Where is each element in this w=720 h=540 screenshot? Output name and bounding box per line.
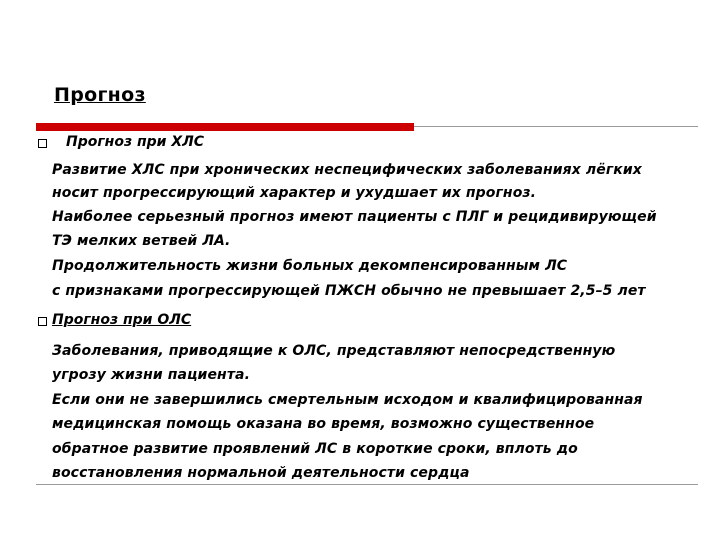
- bottom-divider: [36, 484, 698, 485]
- text-line: Заболевания, приводящие к ОЛС, представляют непосредственную: [52, 343, 616, 359]
- slide-title: Прогноз: [54, 84, 146, 106]
- title-divider-gray: [414, 126, 698, 127]
- text-line: с признаками прогрессирующей ПЖСН обычно не превышает 2,5–5 лет: [52, 283, 646, 299]
- text-line: медицинская помощь оказана во время, возможно существенное: [52, 416, 595, 432]
- text-line: Продолжительность жизни больных декомпенсированным ЛС: [52, 258, 568, 274]
- text-line: Развитие ХЛС при хронических неспецифических заболеваниях лёгких: [52, 162, 642, 178]
- text-line: восстановления нормальной деятельности сердца: [52, 465, 470, 481]
- square-bullet-icon: [38, 139, 47, 148]
- text-line: носит прогрессирующий характер и ухудшает их прогноз.: [52, 185, 537, 201]
- title-divider-red: [36, 123, 414, 131]
- text-line: Если они не завершились смертельным исходом и квалифицированная: [52, 392, 643, 408]
- text-line: ТЭ мелких ветвей ЛА.: [52, 233, 231, 249]
- section-heading-acute: [52, 312, 191, 328]
- text-line: угрозу жизни пациента.: [52, 367, 251, 383]
- text-line: обратное развитие проявлений ЛС в короткие сроки, вплоть до: [52, 441, 578, 457]
- section-heading-acute-text: Прогноз при ОЛС: [52, 312, 192, 328]
- section-heading-chronic: Прогноз при ХЛС: [66, 134, 205, 150]
- square-bullet-icon: [38, 317, 47, 326]
- text-line: Наиболее серьезный прогноз имеют пациенты с ПЛГ и рецидивирующей: [52, 209, 657, 225]
